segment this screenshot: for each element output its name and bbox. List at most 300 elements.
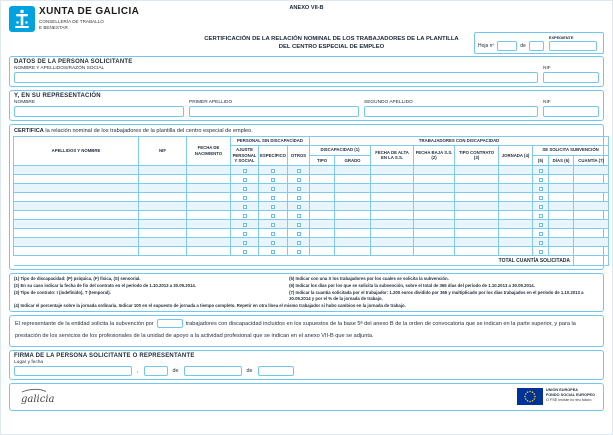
col-header-nif: NIF [139, 137, 187, 166]
cell-otros[interactable] [288, 175, 310, 184]
cell-apellidos[interactable] [14, 220, 139, 229]
col-header-dias: DÍAS (6) [549, 155, 574, 165]
checkbox-ajuste[interactable] [243, 178, 247, 182]
cell-dias[interactable] [549, 211, 574, 220]
col-header-tipo-contrato: TIPO CONTRATO (3) [455, 145, 499, 165]
cell-especifico[interactable] [259, 220, 288, 229]
org-dept-line2: E BENESTAR [39, 24, 68, 30]
cell-tipo-contrato[interactable] [455, 247, 499, 256]
total-cuantia-label: TOTAL CUANTÍA SOLICITADA [14, 256, 574, 266]
cell-ajuste[interactable] [231, 229, 259, 238]
cell-tipo-contrato[interactable] [455, 238, 499, 247]
total-row [14, 256, 609, 266]
cell-fecha-nacimiento[interactable] [187, 238, 231, 247]
solicitante-title: DATOS DE LA PERSONA SOLICITANTE [14, 59, 133, 65]
cell-especifico[interactable] [259, 193, 288, 202]
checkbox-especifico[interactable] [271, 223, 275, 227]
eu-union-label: UNIÓN EUROPEA [545, 388, 578, 393]
cell-fecha-nacimiento[interactable] [187, 193, 231, 202]
cell-cuantia[interactable] [574, 184, 609, 193]
certifica-intro [14, 128, 600, 134]
checkbox-otros[interactable] [297, 196, 301, 200]
document-title [151, 36, 512, 52]
worker-row [14, 220, 609, 229]
footnotes-block [9, 273, 604, 312]
cell-cuantia[interactable] [574, 238, 609, 247]
cell-fecha-nacimiento[interactable] [187, 220, 231, 229]
cell-especifico[interactable] [259, 166, 288, 175]
workers-table [13, 136, 609, 266]
checkbox-otros[interactable] [297, 178, 301, 182]
cell-fecha-baja[interactable] [414, 229, 455, 238]
checkbox-ajuste[interactable] [243, 214, 247, 218]
cell-se-solicita[interactable] [533, 220, 549, 229]
cell-tipo-contrato[interactable] [455, 220, 499, 229]
group-header-discapacidad: DISCAPACIDAD (1) [310, 145, 371, 155]
cell-fecha-baja[interactable] [414, 166, 455, 175]
cell-jornada[interactable] [499, 211, 533, 220]
footnote-4: (4) Indicar el porcentaje sobre la jornada ordinaria. Indicar 100 en el supuesto de jornada a tiempo completo. Repetir en otra línea el mismo trabajador si hubo cambios en la jornada de trabajo. [14, 302, 406, 308]
cell-jornada[interactable] [499, 202, 533, 211]
cell-fecha-baja[interactable] [414, 220, 455, 229]
cell-tipo-contrato[interactable] [455, 166, 499, 175]
checkbox-especifico[interactable] [271, 196, 275, 200]
cell-fecha-nacimiento[interactable] [187, 202, 231, 211]
annex-label: ANEXO VII-B [289, 5, 324, 11]
group-header-subvencion: SE SOLICITA SUBVENCIÓN [533, 145, 609, 155]
workers-table-head [14, 137, 609, 166]
worker-row [14, 211, 609, 220]
checkbox-se-solicita[interactable] [539, 178, 543, 182]
cell-grado[interactable] [335, 211, 371, 220]
cell-tipo[interactable] [310, 202, 335, 211]
cell-cuantia[interactable] [574, 211, 609, 220]
cell-otros[interactable] [288, 247, 310, 256]
worker-row [14, 229, 609, 238]
checkbox-especifico[interactable] [271, 250, 275, 254]
col-header-otros: OTROS [288, 145, 310, 165]
worker-row [14, 238, 609, 247]
checkbox-especifico[interactable] [271, 178, 275, 182]
cell-apellidos[interactable] [14, 229, 139, 238]
rep-nombre-input[interactable] [14, 106, 184, 117]
cell-apellidos[interactable] [14, 211, 139, 220]
cell-dias[interactable] [549, 193, 574, 202]
checkbox-otros[interactable] [297, 223, 301, 227]
cell-otros[interactable] [288, 202, 310, 211]
checkbox-ajuste[interactable] [243, 169, 247, 173]
org-dept-line1: CONSELLERÍA DE TRABALLO [39, 18, 104, 24]
cell-tipo[interactable] [310, 220, 335, 229]
cell-fecha-baja[interactable] [414, 175, 455, 184]
cell-fecha-baja[interactable] [414, 184, 455, 193]
cell-apellidos[interactable] [14, 184, 139, 193]
col-header-jornada: JORNADA (4) [499, 145, 533, 165]
cell-ajuste[interactable] [231, 184, 259, 193]
cell-especifico[interactable] [259, 202, 288, 211]
checkbox-otros[interactable] [297, 214, 301, 218]
nombre-razon-input[interactable] [14, 72, 538, 83]
cell-tipo[interactable] [310, 166, 335, 175]
checkbox-se-solicita[interactable] [539, 250, 543, 254]
page-footer [9, 383, 604, 411]
cell-especifico[interactable] [259, 238, 288, 247]
cell-cuantia[interactable] [574, 166, 609, 175]
cell-cuantia[interactable] [574, 220, 609, 229]
cell-cuantia[interactable] [574, 229, 609, 238]
checkbox-ajuste[interactable] [243, 196, 247, 200]
cell-tipo-contrato[interactable] [455, 229, 499, 238]
rep-segundo-apellido-label: SEGUNDO APELLIDO [364, 100, 413, 105]
footnote-2: (2) En su caso indicar la fecha de fin del contrato en el período de 1.10.2013 a 30.09.2014. [14, 282, 196, 288]
cell-dias[interactable] [549, 175, 574, 184]
cell-fecha-nacimiento[interactable] [187, 175, 231, 184]
cell-tipo[interactable] [310, 229, 335, 238]
hoja-expediente-block [474, 32, 604, 54]
cell-ajuste[interactable] [231, 220, 259, 229]
checkbox-otros[interactable] [297, 187, 301, 191]
expediente-field [549, 35, 597, 51]
section-certifica [9, 124, 604, 270]
cell-nif[interactable] [139, 193, 187, 202]
cell-se-solicita[interactable] [533, 238, 549, 247]
cell-jornada[interactable] [499, 175, 533, 184]
certifica-intro-rest: la relación nominal de los trabajadores de la plantilla del centro especial de empleo. [43, 128, 253, 134]
cell-tipo-contrato[interactable] [455, 193, 499, 202]
cell-tipo[interactable] [310, 238, 335, 247]
worker-row [14, 247, 609, 256]
cell-apellidos[interactable] [14, 166, 139, 175]
cell-grado[interactable] [335, 184, 371, 193]
footnote-6: (6) Indicar los días por los que se solicita la subvención, sobre el total de 365 días del período de 1.10.2013 a 30.09.2014. [289, 282, 535, 288]
cell-otros[interactable] [288, 220, 310, 229]
rep-primer-apellido-input[interactable] [189, 106, 359, 117]
footnote-3: (3) Tipo de contrato: I (indefinido), T (temporal). [14, 289, 111, 295]
col-header-fecha-alta: FECHA DE ALTA EN LA S.S. [371, 145, 414, 165]
expediente-label: EXPEDIENTE [548, 35, 574, 40]
firma-comma: , [137, 367, 139, 374]
cell-tipo-contrato[interactable] [455, 211, 499, 220]
declaration-block [9, 315, 604, 346]
cell-se-solicita[interactable] [533, 184, 549, 193]
cell-fecha-baja[interactable] [414, 193, 455, 202]
cell-nif[interactable] [139, 220, 187, 229]
footnotes-right [289, 276, 605, 303]
rep-nombre-field [14, 100, 184, 117]
checkbox-ajuste[interactable] [243, 241, 247, 245]
cell-fecha-alta[interactable] [371, 202, 414, 211]
col-header-tipo: TIPO [310, 155, 335, 165]
cell-otros[interactable] [288, 211, 310, 220]
cell-dias[interactable] [549, 238, 574, 247]
eu-block [517, 388, 595, 405]
cell-dias[interactable] [549, 202, 574, 211]
cell-grado[interactable] [335, 238, 371, 247]
footnote-5: (5) Indicar con una X los trabajadores por los cuales se solicita la subvención. [289, 276, 449, 282]
checkbox-se-solicita[interactable] [539, 232, 543, 236]
org-dept [39, 19, 139, 31]
cell-se-solicita[interactable] [533, 247, 549, 256]
nombre-razon-label: NOMBRE Y APELLIDOS/RAZÓN SOCIAL [14, 66, 105, 71]
cell-nif[interactable] [139, 166, 187, 175]
col-header-grado: GRADO [335, 155, 371, 165]
cell-fecha-alta[interactable] [371, 193, 414, 202]
checkbox-se-solicita[interactable] [539, 196, 543, 200]
cell-tipo[interactable] [310, 211, 335, 220]
galicia-logo-text: galicia [21, 393, 55, 405]
cell-dias[interactable] [549, 220, 574, 229]
cell-se-solicita[interactable] [533, 166, 549, 175]
cell-nif[interactable] [139, 184, 187, 193]
cell-tipo-contrato[interactable] [455, 184, 499, 193]
cell-se-solicita[interactable] [533, 193, 549, 202]
galicia-logo [18, 388, 68, 406]
document-title-line1: CERTIFICACIÓN DE LA RELACIÓN NOMINAL DE LOS TRABAJADORES DE LA PLANTILLA [204, 36, 459, 42]
cell-grado[interactable] [335, 166, 371, 175]
checkbox-otros[interactable] [297, 250, 301, 254]
anio-input[interactable] [258, 366, 294, 376]
cell-especifico[interactable] [259, 247, 288, 256]
cell-ajuste[interactable] [231, 238, 259, 247]
certifica-intro-bold: CERTIFICA [14, 128, 44, 134]
cell-total-cuantia[interactable] [574, 256, 609, 266]
worker-table-body [14, 166, 609, 256]
cell-nif[interactable] [139, 238, 187, 247]
cell-jornada[interactable] [499, 229, 533, 238]
checkbox-se-solicita[interactable] [539, 205, 543, 209]
cell-nif[interactable] [139, 229, 187, 238]
cell-grado[interactable] [335, 220, 371, 229]
cell-fecha-alta[interactable] [371, 220, 414, 229]
cell-ajuste[interactable] [231, 175, 259, 184]
rep-primer-apellido-label: PRIMER APELLIDO [189, 100, 233, 105]
checkbox-se-solicita[interactable] [539, 187, 543, 191]
col-header-apellidos: APELLIDOS Y NOMBRE [14, 137, 139, 166]
cell-fecha-alta[interactable] [371, 175, 414, 184]
cell-fecha-alta[interactable] [371, 166, 414, 175]
cell-grado[interactable] [335, 247, 371, 256]
checkbox-otros[interactable] [297, 169, 301, 173]
worker-row [14, 193, 609, 202]
cell-dias[interactable] [549, 247, 574, 256]
cell-fecha-alta[interactable] [371, 247, 414, 256]
firma-de2-label: de [246, 367, 253, 374]
checkbox-se-solicita[interactable] [539, 223, 543, 227]
cell-especifico[interactable] [259, 229, 288, 238]
checkbox-ajuste[interactable] [243, 223, 247, 227]
col-header-cuantia: CUANTÍA (7) [574, 155, 609, 165]
checkbox-se-solicita[interactable] [539, 214, 543, 218]
cell-apellidos[interactable] [14, 202, 139, 211]
cell-fecha-nacimiento[interactable] [187, 247, 231, 256]
cell-grado[interactable] [335, 229, 371, 238]
cell-fecha-alta[interactable] [371, 229, 414, 238]
cell-otros[interactable] [288, 193, 310, 202]
col-header-solicita: (5) [533, 155, 549, 165]
solicitante-nif-label: NIF [543, 66, 551, 71]
checkbox-se-solicita[interactable] [539, 169, 543, 173]
cell-grado[interactable] [335, 175, 371, 184]
firma-de1-label: de [172, 367, 179, 374]
checkbox-especifico[interactable] [271, 214, 275, 218]
cell-cuantia[interactable] [574, 175, 609, 184]
cell-cuantia[interactable] [574, 193, 609, 202]
cell-dias[interactable] [549, 184, 574, 193]
hoja-total-input[interactable] [529, 41, 544, 51]
col-header-fecha-baja: FECHA BAJA S.S. (2) [414, 145, 455, 165]
checkbox-otros[interactable] [297, 205, 301, 209]
worker-row [14, 202, 609, 211]
cell-jornada[interactable] [499, 220, 533, 229]
cell-apellidos[interactable] [14, 175, 139, 184]
cell-nif[interactable] [139, 175, 187, 184]
cell-fecha-baja[interactable] [414, 211, 455, 220]
checkbox-otros[interactable] [297, 232, 301, 236]
rep-nif-field [543, 100, 599, 117]
checkbox-especifico[interactable] [271, 205, 275, 209]
cell-ajuste[interactable] [231, 211, 259, 220]
solicitante-nif-field [543, 66, 599, 83]
cell-jornada[interactable] [499, 166, 533, 175]
checkbox-especifico[interactable] [271, 241, 275, 245]
cell-dias[interactable] [549, 229, 574, 238]
eu-fse-label: FONDO SOCIAL EUROPEO [545, 393, 595, 398]
cell-se-solicita[interactable] [533, 202, 549, 211]
col-header-especifico: ESPECÍFICO [259, 145, 288, 165]
worker-row [14, 166, 609, 175]
checkbox-ajuste[interactable] [243, 187, 247, 191]
org-name: XUNTA DE GALICIA [39, 6, 140, 17]
cell-apellidos[interactable] [14, 238, 139, 247]
section-solicitante [9, 56, 604, 87]
eu-texts [546, 388, 595, 403]
cell-fecha-baja[interactable] [414, 202, 455, 211]
hoja-number-input[interactable] [497, 41, 517, 51]
lugar-input[interactable] [14, 366, 132, 376]
cell-otros[interactable] [288, 184, 310, 193]
rep-nif-input[interactable] [543, 106, 599, 117]
checkbox-ajuste[interactable] [243, 232, 247, 236]
cell-dias[interactable] [549, 166, 574, 175]
cell-tipo[interactable] [310, 175, 335, 184]
section-firma [9, 350, 604, 380]
cell-cuantia[interactable] [574, 247, 609, 256]
cell-fecha-nacimiento[interactable] [187, 229, 231, 238]
cell-especifico[interactable] [259, 211, 288, 220]
cell-fecha-baja[interactable] [414, 247, 455, 256]
cell-grado[interactable] [335, 193, 371, 202]
cell-nif[interactable] [139, 202, 187, 211]
cell-tipo[interactable] [310, 184, 335, 193]
workers-count-input[interactable] [157, 319, 183, 328]
checkbox-se-solicita[interactable] [539, 241, 543, 245]
cell-fecha-alta[interactable] [371, 184, 414, 193]
firma-fields [14, 366, 599, 376]
lugar-fecha-label: Lugar y fecha [14, 359, 44, 365]
col-header-fecha-nacimiento: FECHA DE NACIMIENTO [187, 137, 231, 166]
workers-table-foot [14, 256, 609, 266]
cell-otros[interactable] [288, 238, 310, 247]
cell-se-solicita[interactable] [533, 211, 549, 220]
cell-jornada[interactable] [499, 238, 533, 247]
cell-fecha-alta[interactable] [371, 238, 414, 247]
dia-input[interactable] [144, 366, 168, 376]
mes-input[interactable] [184, 366, 242, 376]
cell-tipo-contrato[interactable] [455, 175, 499, 184]
document-title-line2: DEL CENTRO ESPECIAL DE EMPLEO [278, 43, 385, 50]
checkbox-ajuste[interactable] [243, 205, 247, 209]
cell-tipo[interactable] [310, 193, 335, 202]
cell-fecha-nacimiento[interactable] [187, 184, 231, 193]
worker-row [14, 175, 609, 184]
solicitante-nif-input[interactable] [543, 72, 599, 83]
declaration-after: trabajadores con discapacidad incluidos en los supuestos de la base 5ª del anexo B de la orden de convocatoria que se indican en la parte superior, y para la prestación de los servicios de los profesionales de la unidad de apoyo a la actividad profesional que se indican en el anexo VII-B que se adjunta. [15, 321, 576, 340]
worker-row [14, 184, 609, 193]
cell-ajuste[interactable] [231, 193, 259, 202]
cell-ajuste[interactable] [231, 247, 259, 256]
cell-especifico[interactable] [259, 175, 288, 184]
footnotes-left [14, 276, 283, 303]
cell-jornada[interactable] [499, 193, 533, 202]
group-header-sin-discapacidad: PERSONAL SIN DISCAPACIDAD [231, 137, 310, 146]
checkbox-ajuste[interactable] [243, 250, 247, 254]
cell-fecha-nacimiento[interactable] [187, 166, 231, 175]
cell-nif[interactable] [139, 247, 187, 256]
page-header [1, 1, 612, 56]
cell-apellidos[interactable] [14, 193, 139, 202]
rep-primer-apellido-field [189, 100, 359, 117]
checkbox-especifico[interactable] [271, 187, 275, 191]
cell-se-solicita[interactable] [533, 175, 549, 184]
section-representacion [9, 90, 604, 121]
rep-nombre-label: NOMBRE [14, 100, 36, 105]
firma-title: FIRMA DE LA PERSONA SOLICITANTE O REPRESENTANTE [14, 352, 195, 359]
eu-flag-icon [517, 388, 543, 405]
cell-ajuste[interactable] [231, 202, 259, 211]
cell-apellidos[interactable] [14, 247, 139, 256]
cell-otros[interactable] [288, 166, 310, 175]
nombre-razon-field [14, 66, 538, 83]
rep-nif-label: NIF [543, 100, 551, 105]
cell-tipo-contrato[interactable] [455, 202, 499, 211]
rep-segundo-apellido-input[interactable] [364, 106, 538, 117]
hoja-de-label: de [520, 43, 526, 49]
cell-fecha-baja[interactable] [414, 238, 455, 247]
cell-fecha-alta[interactable] [371, 211, 414, 220]
group-header-con-discapacidad: TRABAJADORES CON DISCAPACIDAD [310, 137, 609, 146]
cell-otros[interactable] [288, 229, 310, 238]
checkbox-especifico[interactable] [271, 169, 275, 173]
declaration-before: El representante de la entidad solicita la subvención por [15, 321, 154, 328]
cell-fecha-nacimiento[interactable] [187, 211, 231, 220]
checkbox-especifico[interactable] [271, 232, 275, 236]
cell-se-solicita[interactable] [533, 229, 549, 238]
cell-jornada[interactable] [499, 247, 533, 256]
cell-tipo[interactable] [310, 247, 335, 256]
cell-especifico[interactable] [259, 184, 288, 193]
footnote-1: (1) Tipo de discapacidad: (P) psíquica, (F) física, (S) sensorial. [14, 276, 141, 282]
expediente-input[interactable] [549, 41, 597, 51]
rep-segundo-apellido-field [364, 100, 538, 117]
cell-nif[interactable] [139, 211, 187, 220]
eu-slogan-label: O FSE inviste no teu futuro [545, 398, 592, 403]
cell-jornada[interactable] [499, 184, 533, 193]
cell-cuantia[interactable] [574, 202, 609, 211]
col-header-ajuste: AJUSTE PERSONAL Y SOCIAL [231, 145, 259, 165]
checkbox-otros[interactable] [297, 241, 301, 245]
cell-grado[interactable] [335, 202, 371, 211]
cell-ajuste[interactable] [231, 166, 259, 175]
